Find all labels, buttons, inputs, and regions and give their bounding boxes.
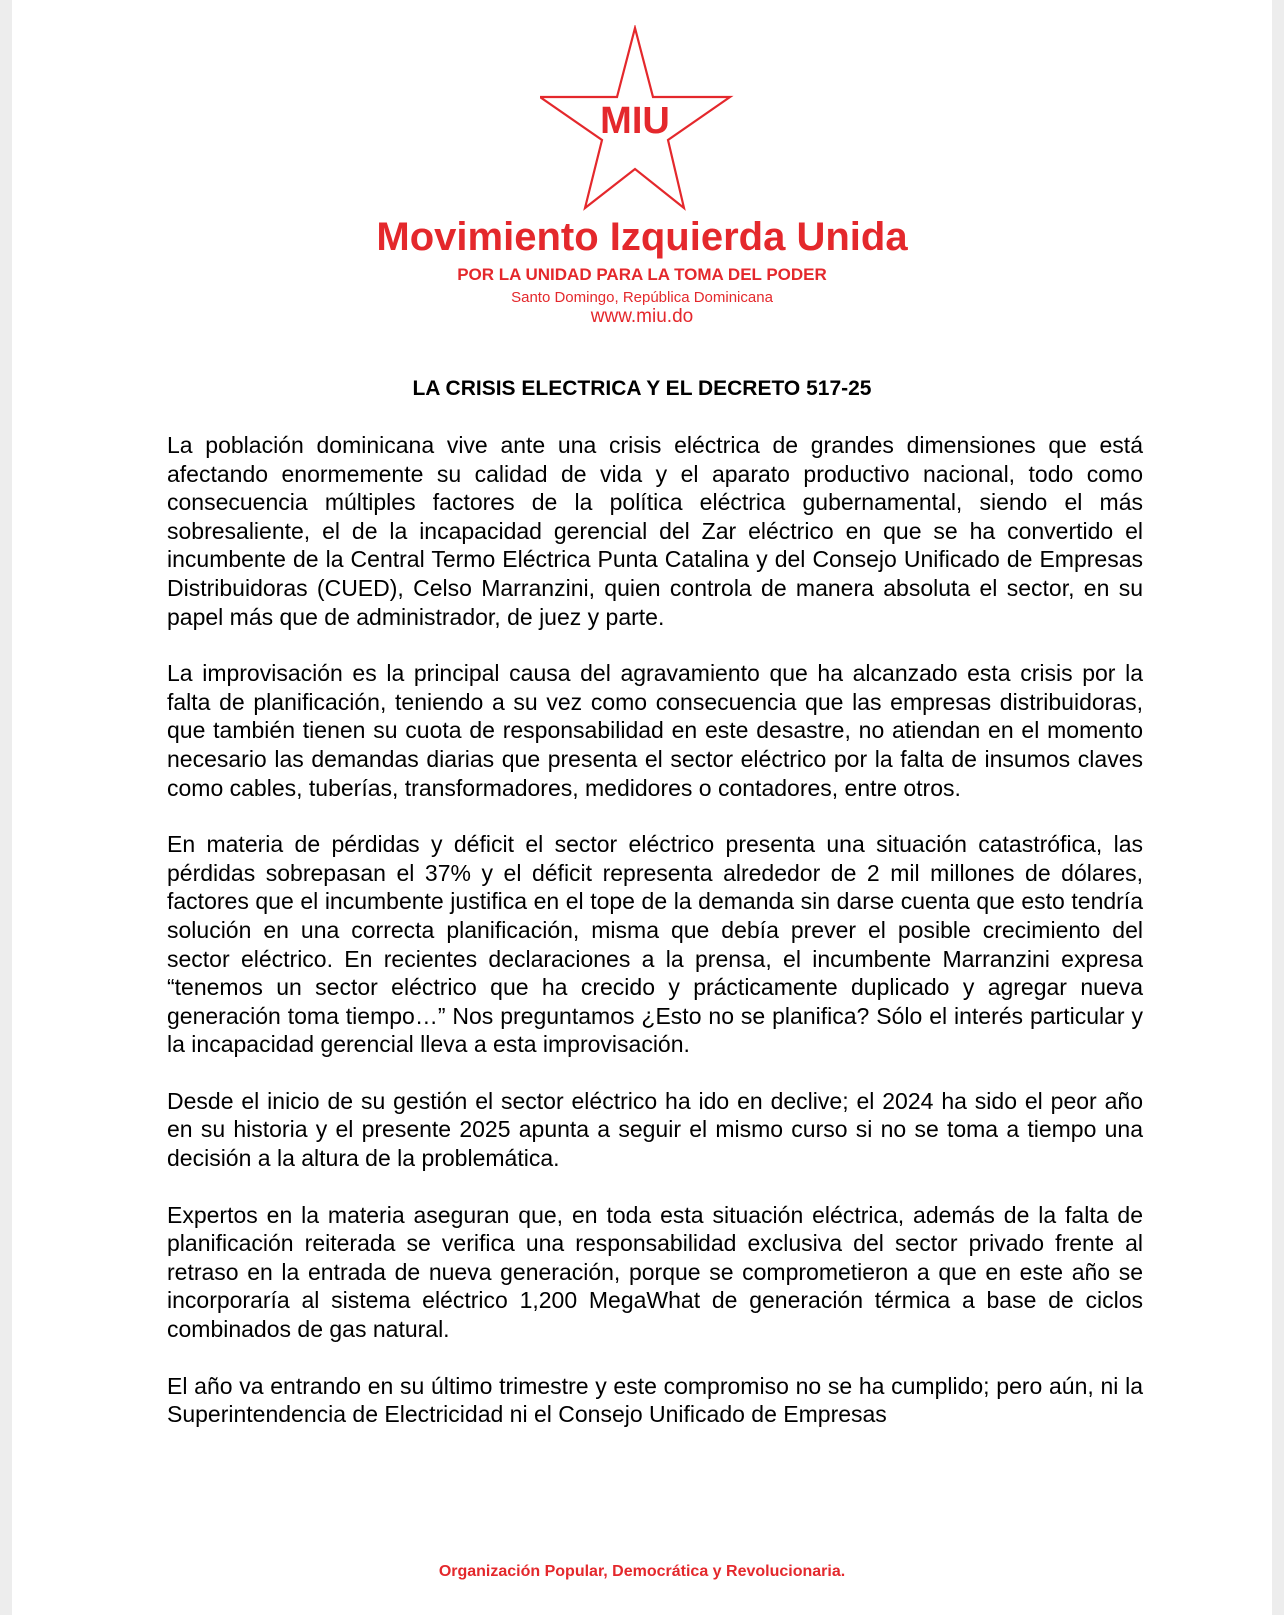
document-title: LA CRISIS ELECTRICA Y EL DECRETO 517-25 (412, 377, 872, 400)
star-logo (540, 25, 746, 225)
paragraph: En materia de pérdidas y déficit el sector eléctrico presenta una situación catastrófica, las pérdidas sobrepasan el 37% y el déficit representa alrededor de 2 mil millones de dólares, factores que el incumbente justifica en el tope de la demanda sin darse cuenta que esto tendría solución en una correcta planificación, misma que debía prever el posible crecimiento del sector eléctrico. En recientes declaraciones a la prensa, el incumbente Marranzini expresa “tenemos un sector eléctrico que ha crecido y prácticamente duplicado y agregar nueva generación toma tiempo…” Nos preguntamos ¿Esto no se planifica? Sólo el interés particular y la incapacidad gerencial lleva a esta improvisación. (167, 831, 1143, 1058)
logo-text: MIU (600, 100, 670, 142)
paragraph: La improvisación es la principal causa del agravamiento que ha alcanzado esta crisis por la falta de planificación, teniendo a su vez como consecuencia que las empresas distribuidoras, que también tienen su cuota de responsabilidad en este desastre, no atiendan en el momento necesario las demandas diarias que presenta el sector eléctrico por la falta de insumos claves como cables, tuberías, transformadores, medidores o contadores, entre otros. (167, 660, 1143, 801)
paragraph: El año va entrando en su último trimestre y este compromiso no se ha cumplido; pero aún, ni la Superintendencia de Electricidad ni el Consejo Unificado de Empresas (167, 1372, 1143, 1428)
document-body (167, 431, 1143, 1457)
organization-name: Movimiento Izquierda Unida (376, 215, 908, 259)
organization-location: Santo Domingo, República Dominicana (511, 289, 773, 306)
organization-motto: POR LA UNIDAD PARA LA TOMA DEL PODER (457, 265, 827, 284)
paragraph: Desde el inicio de su gestión el sector eléctrico ha ido en declive; el 2024 ha sido el peor año en su historia y el presente 2025 apunta a seguir el mismo curso si no se toma a tiempo una decisión a la altura de la problemática. (167, 1087, 1143, 1172)
footer-tagline: Organización Popular, Democrática y Revolucionaria. (438, 1563, 846, 1580)
organization-website: www.miu.do (590, 306, 694, 327)
letterhead (12, 0, 1272, 340)
paragraph: La población dominicana vive ante una crisis eléctrica de grandes dimensiones que está afectando enormemente su calidad de vida y el aparato productivo nacional, todo como consecuencia múltiples factores de la política eléctrica gubernamental, siendo el más sobresaliente, el de la incapacidad gerencial del Zar eléctrico en que se ha convertido el incumbente de la Central Termo Eléctrica Punta Catalina y del Consejo Unificado de Empresas Distribuidoras (CUED), Celso Marranzini, quien controla de manera absoluta el sector, en su papel más que de administrador, de juez y parte. (167, 432, 1143, 630)
paragraph: Expertos en la materia aseguran que, en toda esta situación eléctrica, además de la falta de planificación reiterada se verifica una responsabilidad exclusiva del sector privado frente al retraso en la entrada de nueva generación, porque se comprometieron a que en este año se incorporaría al sistema eléctrico 1,200 MegaWhat de generación térmica a base de ciclos combinados de gas natural. (167, 1201, 1143, 1343)
document-page (12, 0, 1272, 1615)
